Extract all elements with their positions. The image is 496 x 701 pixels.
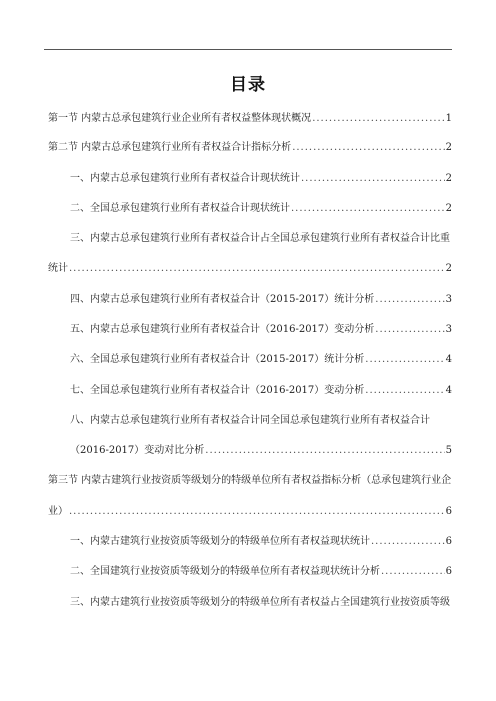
leader-dots [371, 535, 445, 549]
toc-page-number: 2 [445, 203, 452, 214]
toc-page-number: 3 [445, 294, 452, 305]
toc-page-number: 6 [445, 506, 452, 517]
leader-dots [205, 444, 444, 458]
leader-dots [365, 353, 444, 367]
header-rule [44, 49, 452, 50]
toc-entry-text: 三、内蒙古总承包建筑行业所有者权益合计占全国总承包建筑行业所有者权益合计比重 [70, 233, 450, 244]
toc-page-number: 4 [445, 354, 452, 365]
toc-entry-section-1[interactable] [48, 112, 452, 126]
toc-entry-section-3[interactable] [48, 474, 451, 488]
toc-entry-text: 统计 [48, 263, 68, 274]
toc-page-number: 2 [445, 173, 452, 184]
toc-entry-2-5[interactable] [70, 323, 452, 337]
leader-dots [375, 293, 444, 307]
toc-entry-2-3[interactable] [70, 232, 450, 246]
toc-entry-section-3-continued[interactable] [48, 505, 452, 519]
toc-page-number: 3 [445, 324, 452, 335]
toc-page-number: 5 [445, 445, 452, 456]
toc-entry-text: 四、内蒙古总承包建筑行业所有者权益合计（2015-2017）统计分析 [70, 294, 375, 305]
toc-page-number: 2 [445, 263, 452, 274]
toc-page-number: 1 [445, 113, 452, 124]
leader-dots [291, 202, 445, 216]
toc-entry-text: 第一节 内蒙古总承包建筑行业企业所有者权益整体现状概况 [48, 113, 312, 124]
toc-entry-text: 业） [48, 506, 68, 517]
toc-entry-3-3[interactable] [70, 596, 450, 610]
leader-dots [365, 384, 444, 398]
leader-dots [375, 323, 444, 337]
toc-entry-2-7[interactable] [70, 384, 452, 398]
toc-entry-text: 二、全国总承包建筑行业所有者权益合计现状统计 [70, 203, 290, 214]
toc-entry-2-4[interactable] [70, 293, 452, 307]
toc-entry-text: 五、内蒙古总承包建筑行业所有者权益合计（2016-2017）变动分析 [70, 324, 375, 335]
toc-entry-text: （2016-2017）变动对比分析 [70, 445, 205, 456]
toc-entry-text: 第二节 内蒙古总承包建筑行业所有者权益合计指标分析 [48, 142, 292, 153]
toc-entry-text: 八、内蒙古总承包建筑行业所有者权益合计同全国总承包建筑行业所有者权益合计 [70, 415, 430, 426]
toc-entry-3-2[interactable] [70, 565, 452, 579]
toc-entry-text: 一、内蒙古总承包建筑行业所有者权益合计现状统计 [70, 173, 300, 184]
toc-page-number: 6 [445, 536, 452, 547]
toc-entry-2-2[interactable] [70, 202, 452, 216]
toc-page-number: 6 [445, 566, 452, 577]
toc-entry-2-8[interactable] [70, 414, 430, 428]
leader-dots [312, 112, 444, 126]
toc-entry-text: 一、内蒙古建筑行业按资质等级划分的特级单位所有者权益现状统计 [70, 536, 370, 547]
toc-entry-3-1[interactable] [70, 535, 452, 549]
toc-entry-text: 三、内蒙古建筑行业按资质等级划分的特级单位所有者权益占全国建筑行业按资质等级 [70, 597, 450, 608]
toc-entry-2-3-continued[interactable] [48, 262, 452, 276]
leader-dots [69, 262, 445, 276]
toc-entry-section-2[interactable] [48, 141, 452, 155]
leader-dots [69, 505, 445, 519]
toc-entry-text: 第三节 内蒙古建筑行业按资质等级划分的特级单位所有者权益指标分析（总承包建筑行业企 [48, 475, 452, 486]
toc-entry-text: 二、全国建筑行业按资质等级划分的特级单位所有者权益现状统计分析 [70, 566, 380, 577]
page-title: 目录 [230, 75, 266, 95]
toc-entry-2-1[interactable] [70, 172, 452, 186]
toc-page-number: 4 [445, 385, 452, 396]
toc-page-number: 2 [445, 142, 452, 153]
leader-dots [292, 141, 444, 155]
leader-dots [381, 565, 445, 579]
toc-entry-2-6[interactable] [70, 353, 452, 367]
leader-dots [301, 172, 445, 186]
toc-entry-2-8-continued[interactable] [70, 444, 452, 458]
toc-entry-text: 七、全国总承包建筑行业所有者权益合计（2016-2017）变动分析 [70, 385, 365, 396]
toc-entry-text: 六、全国总承包建筑行业所有者权益合计（2015-2017）统计分析 [70, 354, 365, 365]
